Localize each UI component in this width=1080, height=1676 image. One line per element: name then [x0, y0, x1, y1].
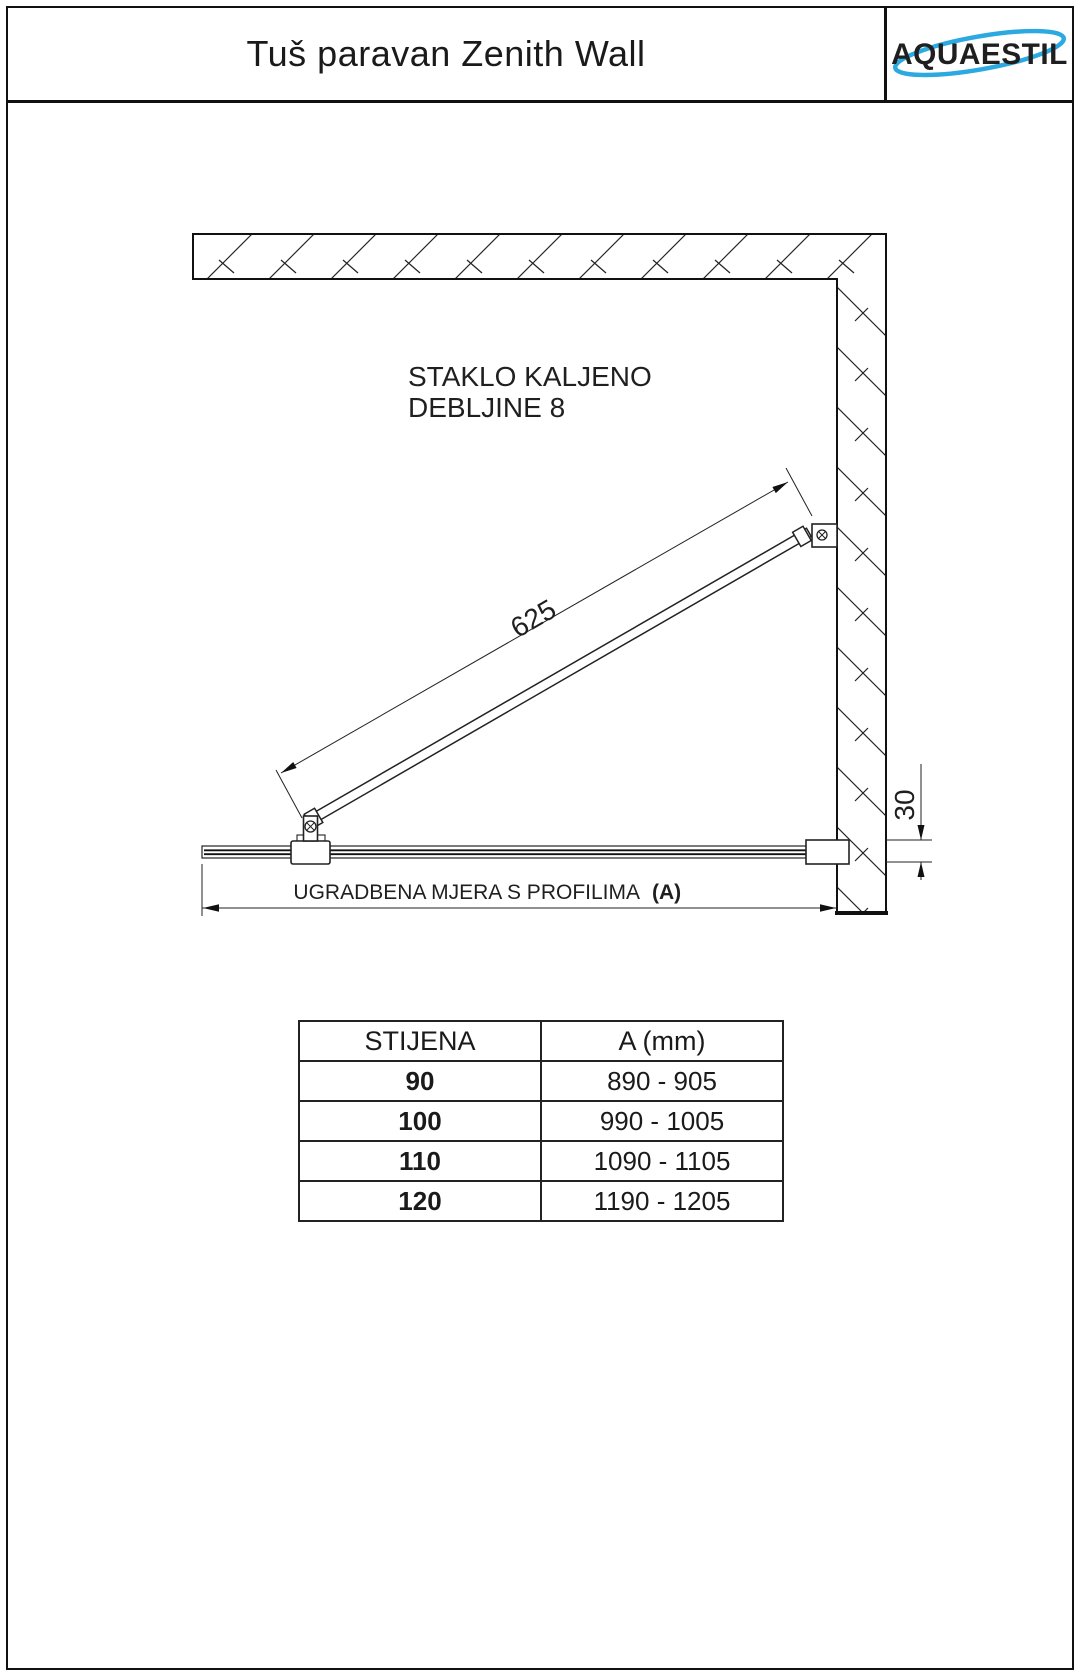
dimension-625: [276, 468, 812, 818]
table-header-row: [299, 1021, 783, 1061]
stijena-value: 100: [299, 1101, 541, 1141]
amm-value: 990 - 1005: [541, 1101, 783, 1141]
column-header-amm: A (mm): [541, 1021, 783, 1061]
table-row: [299, 1061, 783, 1101]
glass-note-line1: STAKLO KALJENO: [408, 361, 652, 392]
wall-profile: [806, 840, 849, 864]
stijena-value: 90: [299, 1061, 541, 1101]
amm-value: 890 - 905: [541, 1061, 783, 1101]
dimension-A: [202, 864, 836, 916]
wall-inset-value: 30: [889, 789, 920, 821]
table-row: [299, 1181, 783, 1221]
page-title: Tuš paravan Zenith Wall: [246, 33, 646, 74]
size-table: [298, 1020, 784, 1222]
column-header-stijena: STIJENA: [299, 1021, 541, 1061]
glass-clamp-hinge: [291, 816, 330, 864]
wall-top-hatch: [193, 234, 886, 279]
amm-value: 1090 - 1105: [541, 1141, 783, 1181]
stijena-value: 110: [299, 1141, 541, 1181]
amm-value: 1190 - 1205: [541, 1181, 783, 1221]
support-bar: [304, 525, 813, 828]
wall-section: [193, 234, 888, 913]
glass-note: [408, 361, 652, 423]
wall-outline: [193, 234, 886, 913]
dimension-30: [886, 764, 932, 880]
table-row: [299, 1141, 783, 1181]
glass-note-line2: DEBLJINE 8: [408, 392, 566, 423]
bar-wall-bracket: [812, 524, 837, 547]
install-dim-label: UGRADBENA MJERA S PROFILIMA: [293, 881, 640, 904]
bar-length-value: 625: [505, 593, 562, 644]
stijena-value: 120: [299, 1181, 541, 1221]
logo-text: AQUAESTIL: [891, 37, 1068, 71]
install-dim-suffix: (A): [652, 881, 682, 904]
wall-right-hatch: [837, 279, 886, 913]
table-row: [299, 1101, 783, 1141]
